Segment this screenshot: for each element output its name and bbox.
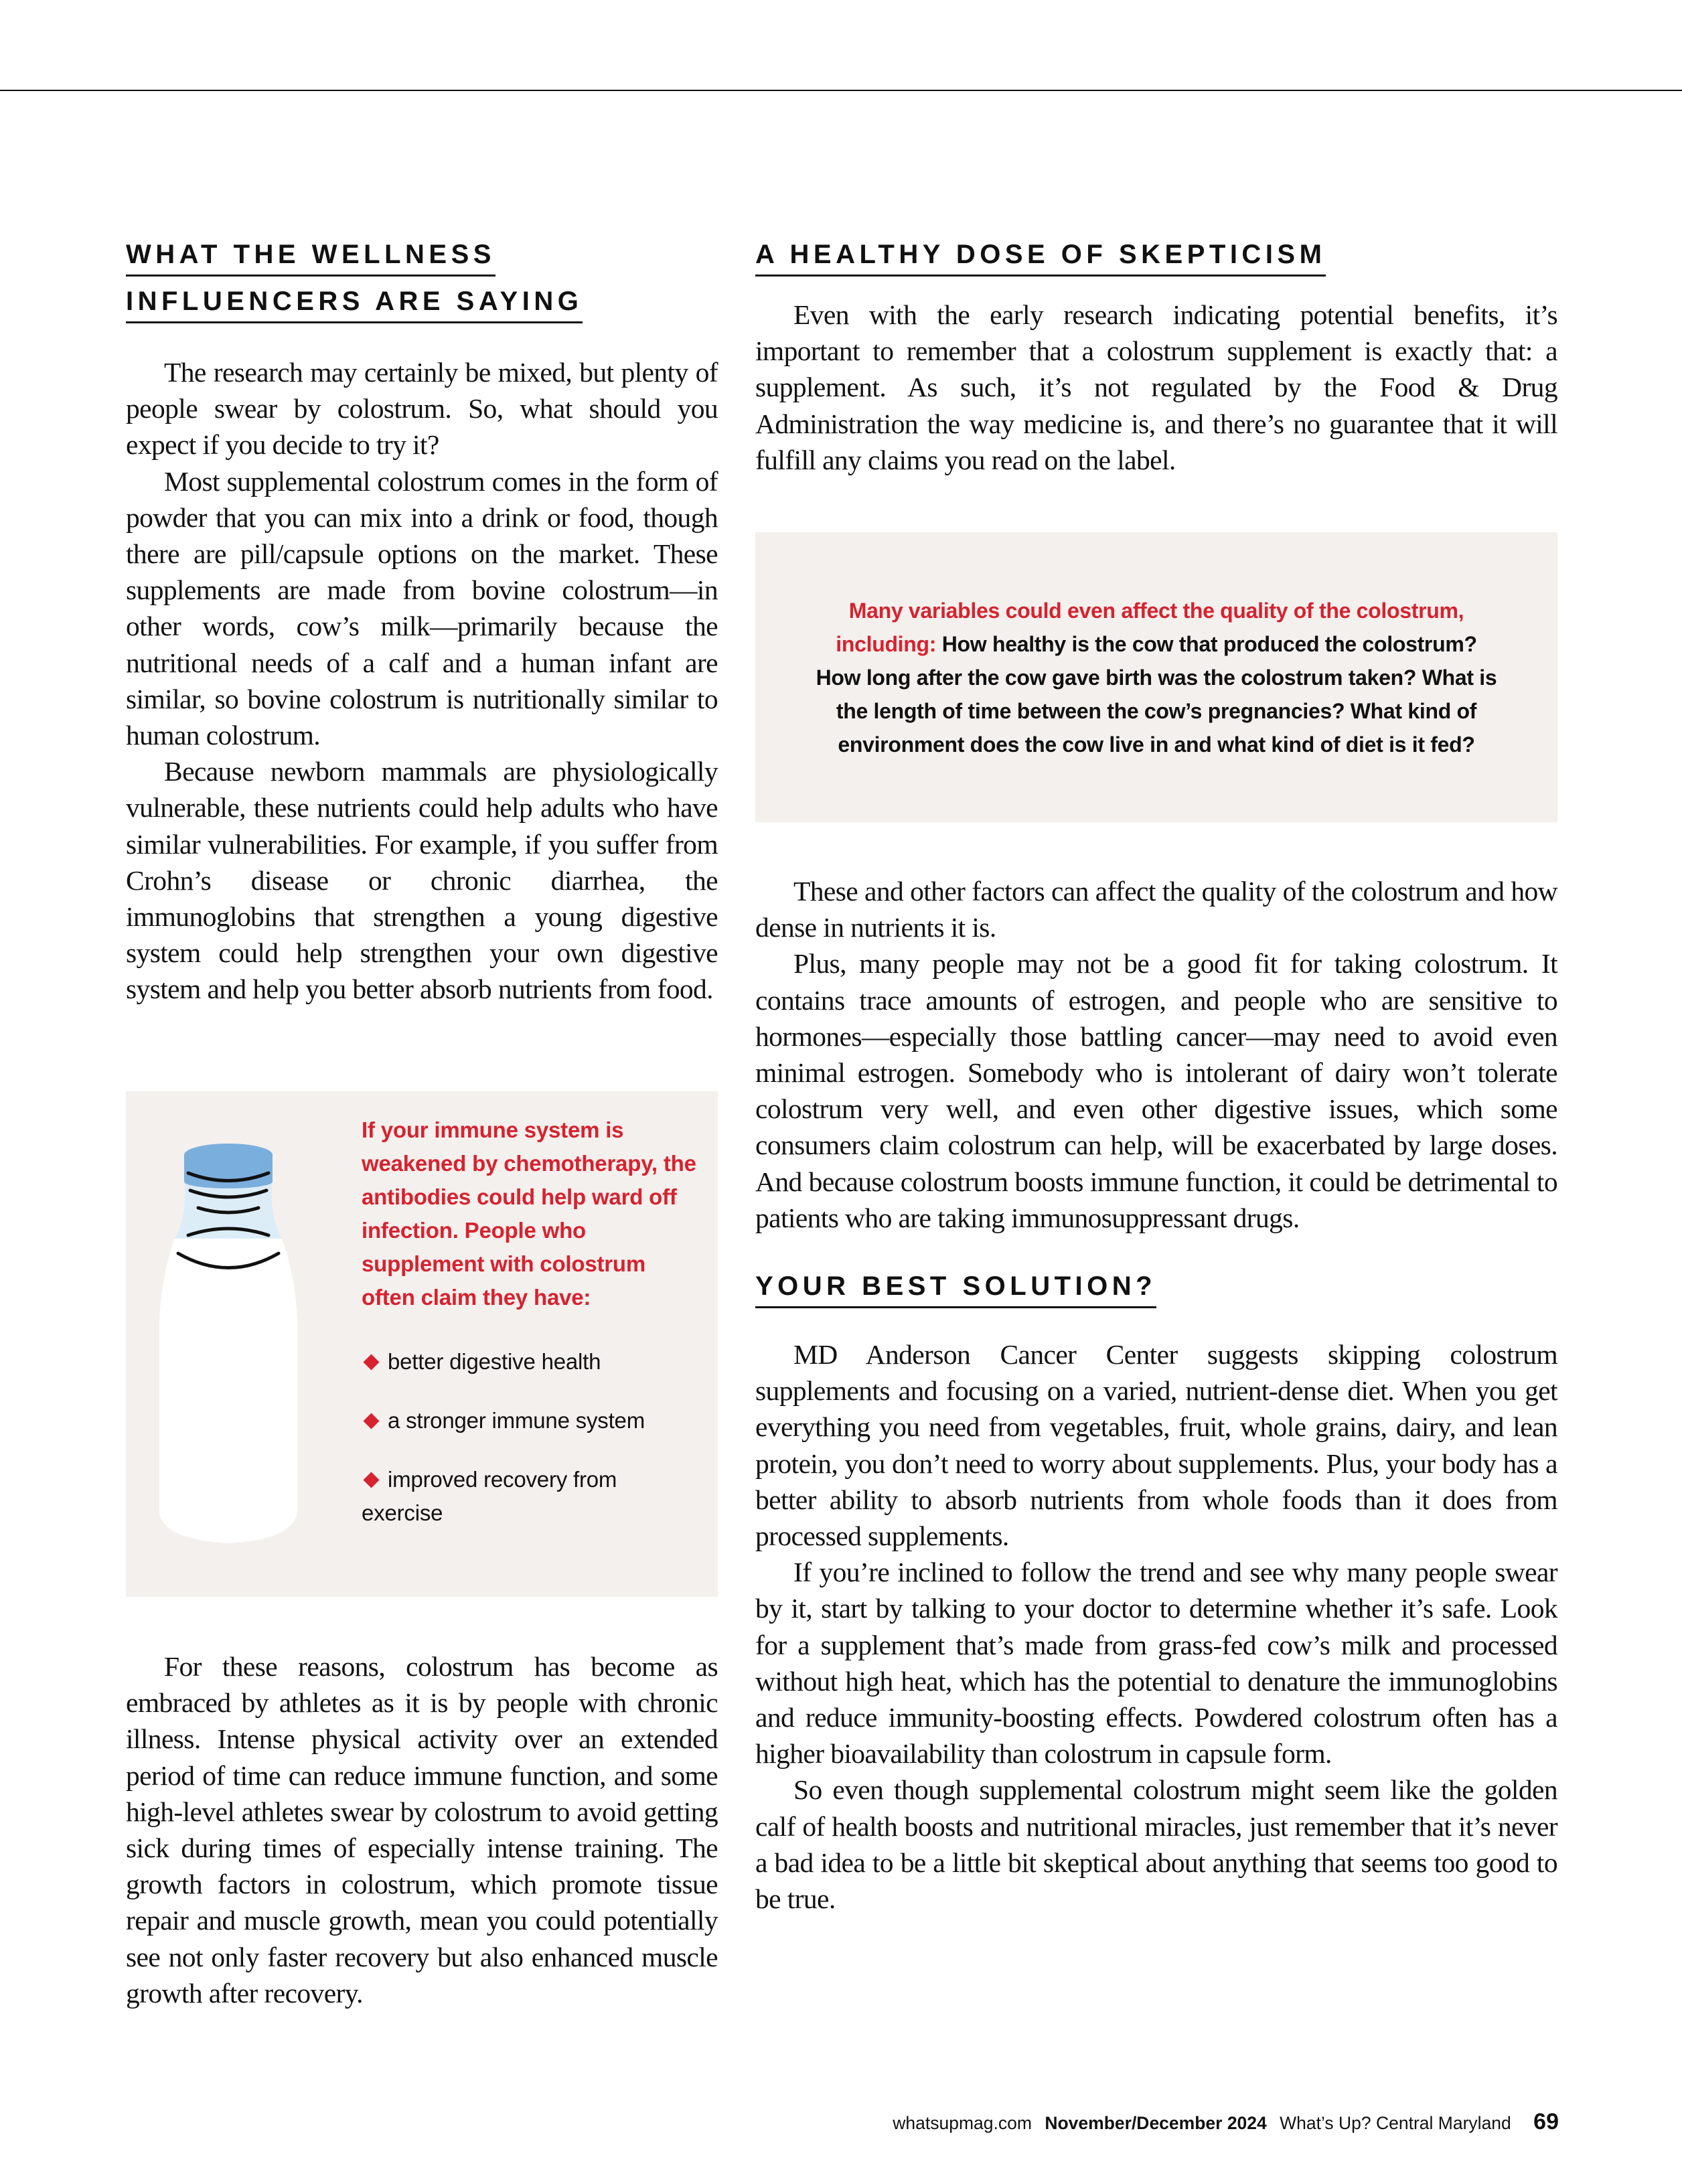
- heading-line: WHAT THE WELLNESS: [126, 236, 495, 277]
- list-item: [362, 1345, 696, 1379]
- list-item-label: improved recovery from exercise: [362, 1467, 617, 1525]
- red-diamond-icon: [363, 1354, 379, 1370]
- footer-site-link[interactable]: whatsupmag.com: [893, 2113, 1032, 2133]
- list-item-label: a stronger immune system: [388, 1408, 645, 1433]
- heading-line: INFLUENCERS ARE SAYING: [126, 283, 583, 323]
- right-column-middle: [755, 873, 1557, 1917]
- paragraph: Because newborn mammals are physiologically vulnerable, these nutrients could help adults who have similar vulnerabilities. For example, if you suffer from Crohn’s disease or chronic diarrhea, the immunoglobins that strengthen a young digestive system could help strengthen your own digestive system and help you better absorb nutrients from food.: [126, 756, 718, 1005]
- body-text-right-top: [755, 297, 1557, 478]
- body-text-left-bottom: [126, 1648, 718, 2011]
- benefit-list: [362, 1345, 696, 1530]
- list-item-label: better digestive health: [388, 1349, 601, 1374]
- callout-text: [815, 594, 1498, 761]
- heading-line: YOUR BEST SOLUTION?: [755, 1267, 1156, 1308]
- left-column-bottom: [126, 1648, 718, 2011]
- paragraph: So even though supplemental colostrum might seem like the golden calf of health boosts and nutritional miracles, just remember that it’s never a bad idea to be a little bit skeptical about anything that seems too good to be true.: [755, 1774, 1557, 1915]
- red-diamond-icon: [363, 1472, 379, 1488]
- callout-body: How healthy is the cow that produced the colostrum? How long after the cow gave birth was the colostrum taken? What is the length of time between the cow’s pregnancies? What kind of environment does the cow live in and what kind of diet is it fed?: [816, 631, 1497, 757]
- callout-box-variables: [755, 532, 1557, 822]
- list-item: [362, 1404, 696, 1437]
- right-column: [755, 231, 1557, 478]
- callout-text: [362, 1113, 696, 1555]
- page-footer: [893, 2109, 1559, 2135]
- callout-box-immune: [126, 1091, 718, 1597]
- callout-lead: If your immune system is weakened by chemotherapy, the antibodies could help ward off infection. People who supplement with colostrum often claim they have:: [362, 1117, 696, 1310]
- body-text-left-top: [126, 354, 718, 1008]
- paragraph: These and other factors can affect the quality of the colostrum and how dense in nutrients it is.: [755, 876, 1557, 943]
- body-text-right-bottom: [755, 1336, 1557, 1917]
- paragraph: Most supplemental colostrum comes in the form of powder that you can mix into a drink or food, though there are pill/capsule options on the market. These supplements are made from bovine colostrum—in other words, cow’s milk—primarily because the nutritional needs of a calf and a human infant are similar, so bovine colostrum is nutritionally similar to human colostrum.: [126, 465, 718, 751]
- section-heading-skepticism: [755, 231, 1557, 278]
- paragraph: The research may certainly be mixed, but plenty of people swear by colostrum. So, what should you expect if you decide to try it?: [126, 357, 718, 461]
- list-item: [362, 1463, 696, 1530]
- section-heading-influencers: [126, 231, 718, 325]
- paragraph: For these reasons, colostrum has become as embraced by athletes as it is by people with chronic illness. Intense physical activity over an extended period of time can reduce immune function, and some high-level athletes swear by colostrum to avoid getting sick during times of especially intense training. The growth factors in colostrum, which promote tissue repair and muscle growth, mean you could potentially see not only faster recovery but also enhanced muscle growth after recovery.: [126, 1651, 718, 2009]
- left-column: [126, 231, 718, 1008]
- paragraph: MD Anderson Cancer Center suggests skipping colostrum supplements and focusing on a varied, nutrient-dense diet. When you get everything you need from vegetables, fruit, whole grains, dairy, and lean protein, you don’t need to worry about supplements. Plus, your body has a better ability to absorb nutrients from whole foods than it does from processed supplements.: [755, 1339, 1557, 1552]
- paragraph: If you’re inclined to follow the trend and see why many people swear by it, start by talking to your doctor to determine whether it’s safe. Look for a supplement that’s made from grass-fed cow’s milk and processed without high heat, which has the potential to denature the immunoglobins and reduce immunity-boosting effects. Powdered colostrum often has a higher bioavailability than colostrum in capsule form.: [755, 1557, 1557, 1770]
- footer-publication: What’s Up? Central Maryland: [1280, 2113, 1511, 2133]
- callout-lead: Many variables could even affect the quality of the colostrum, including:: [836, 598, 1464, 656]
- heading-line: A HEALTHY DOSE OF SKEPTICISM: [755, 236, 1326, 277]
- page-number: 69: [1533, 2109, 1559, 2134]
- paragraph: Even with the early research indicating potential benefits, it’s important to remember that a colostrum supplement is exactly that: a supplement. As such, it’s not regulated by the Food & Drug Administration the way medicine is, and there’s no guarantee that it will fulfill any claims you read on the label.: [755, 299, 1557, 475]
- red-diamond-icon: [363, 1413, 379, 1429]
- section-heading-solution: [755, 1263, 1557, 1310]
- body-text-right-middle: [755, 873, 1557, 1236]
- top-rule: [0, 90, 1682, 91]
- milk-bottle-icon: [158, 1138, 299, 1567]
- footer-issue: November/December 2024: [1045, 2113, 1267, 2133]
- paragraph: Plus, many people may not be a good fit for taking colostrum. It contains trace amounts of estrogen, and people who are sensitive to hormones—especially those battling cancer—may need to avoid even minimal estrogen. Somebody who is intolerant of dairy won’t tolerate colostrum very well, and even other digestive issues, which some consumers claim colostrum can help, will be exacerbated by large doses. And because colostrum boosts immune function, it could be detrimental to patients who are taking immunosuppressant drugs.: [755, 948, 1557, 1233]
